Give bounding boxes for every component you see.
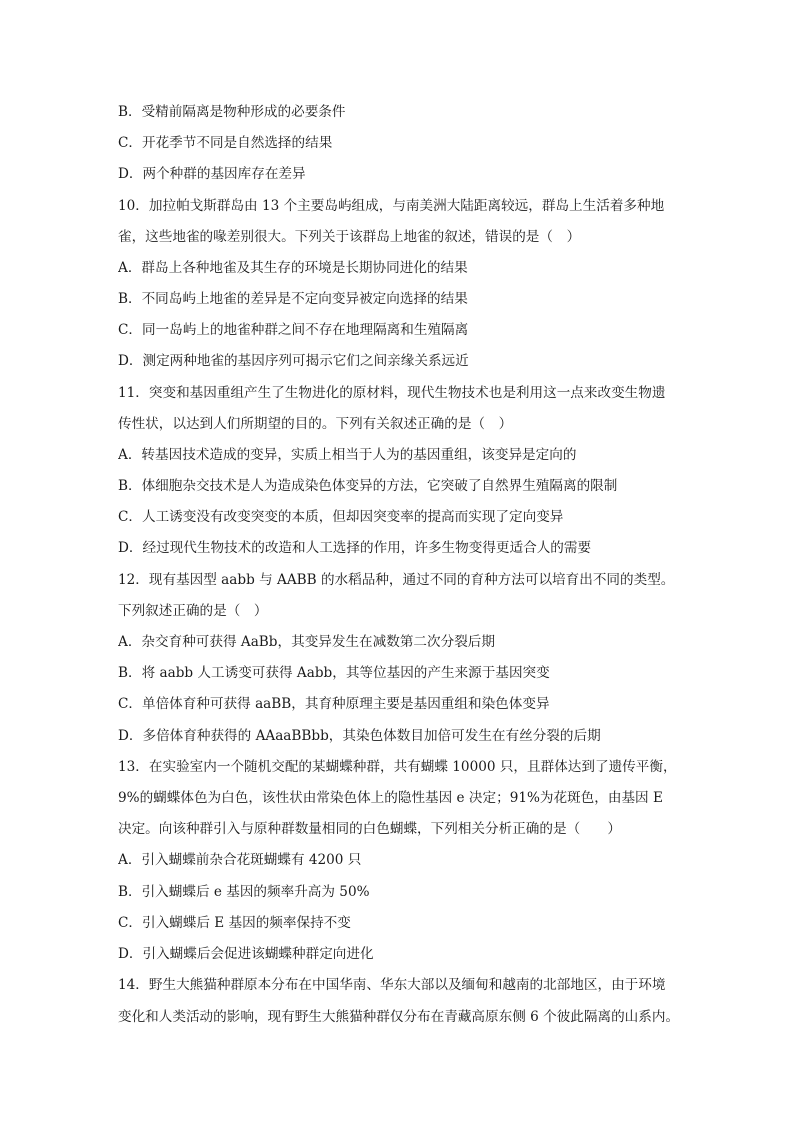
option-line: C．开花季节不同是自然选择的结果: [118, 135, 333, 151]
option-line: D．两个种群的基因库存在差异: [118, 166, 306, 182]
question-line: 14．野生大熊猫种群原本分布在中国华南、华东大部以及缅甸和越南的北部地区，由于环境: [118, 977, 666, 993]
option-line: A．引入蝴蝶前杂合花斑蝴蝶有 4200 只: [118, 852, 362, 868]
option-line: A．转基因技术造成的变异，实质上相当于人为的基因重组，该变异是定向的: [118, 447, 577, 463]
option-line: C．单倍体育种可获得 aaBB，其育种原理主要是基因重组和染色体变异: [118, 696, 550, 712]
option-line: B．不同岛屿上地雀的差异是不定向变异被定向选择的结果: [118, 291, 468, 307]
option-line: C．人工诱变没有改变突变的本质，但却因突变率的提高而实现了定向变异: [118, 509, 564, 525]
question-line: 决定。向该种群引入与原种群数量相同的白色蝴蝶，下列相关分析正确的是（ ）: [118, 821, 621, 837]
option-line: B．体细胞杂交技术是人为造成染色体变异的方法，它突破了自然界生殖隔离的限制: [118, 478, 618, 494]
option-line: C．引入蝴蝶后 E 基因的频率保持不变: [118, 915, 351, 931]
question-line: 11．突变和基因重组产生了生物进化的原材料，现代生物技术也是利用这一点来改变生物遗: [118, 385, 666, 401]
question-line: 12．现有基因型 aabb 与 AABB 的水稻品种，通过不同的育种方法可以培育出不同的类型。: [118, 572, 675, 588]
option-line: B．将 aabb 人工诱变可获得 Aabb，其等位基因的产生来源于基因突变: [118, 665, 550, 681]
option-line: B．受精前隔离是物种形成的必要条件: [118, 104, 346, 120]
option-line: D．多倍体育种获得的 AAaaBBbb，其染色体数目加倍可发生在有丝分裂的后期: [118, 728, 601, 744]
option-line: D．引入蝴蝶后会促进该蝴蝶种群定向进化: [118, 946, 374, 962]
question-line: 雀，这些地雀的喙差别很大。下列关于该群岛上地雀的叙述，错误的是（ ）: [118, 229, 581, 245]
option-line: A．杂交育种可获得 AaBb，其变异发生在减数第二次分裂后期: [118, 634, 495, 650]
option-line: C．同一岛屿上的地雀种群之间不存在地理隔离和生殖隔离: [118, 322, 469, 338]
question-line: 13．在实验室内一个随机交配的某蝴蝶种群，共有蝴蝶 10000 只，且群体达到了遗传平衡，: [118, 759, 677, 775]
option-line: D．经过现代生物技术的改造和人工选择的作用，许多生物变得更适合人的需要: [118, 540, 592, 556]
question-line: 下列叙述正确的是（ ）: [118, 603, 268, 619]
question-line: 变化和人类活动的影响，现有野生大熊猫种群仅分布在青藏高原东侧 6 个彼此隔离的山系内。: [118, 1009, 680, 1025]
question-line: 传性状，以达到人们所期望的目的。下列有关叙述正确的是（ ）: [118, 416, 513, 432]
option-line: D．测定两种地雀的基因序列可揭示它们之间亲缘关系远近: [118, 353, 469, 369]
question-line: 9%的蝴蝶体色为白色，该性状由常染色体上的隐性基因 e 决定；91%为花斑色，由基因 E: [118, 790, 663, 806]
option-line: B．引入蝴蝶后 e 基因的频率升高为 50%: [118, 884, 370, 900]
option-line: A．群岛上各种地雀及其生存的环境是长期协同进化的结果: [118, 260, 468, 276]
question-line: 10．加拉帕戈斯群岛由 13 个主要岛屿组成，与南美洲大陆距离较远，群岛上生活着多种地: [118, 198, 665, 214]
